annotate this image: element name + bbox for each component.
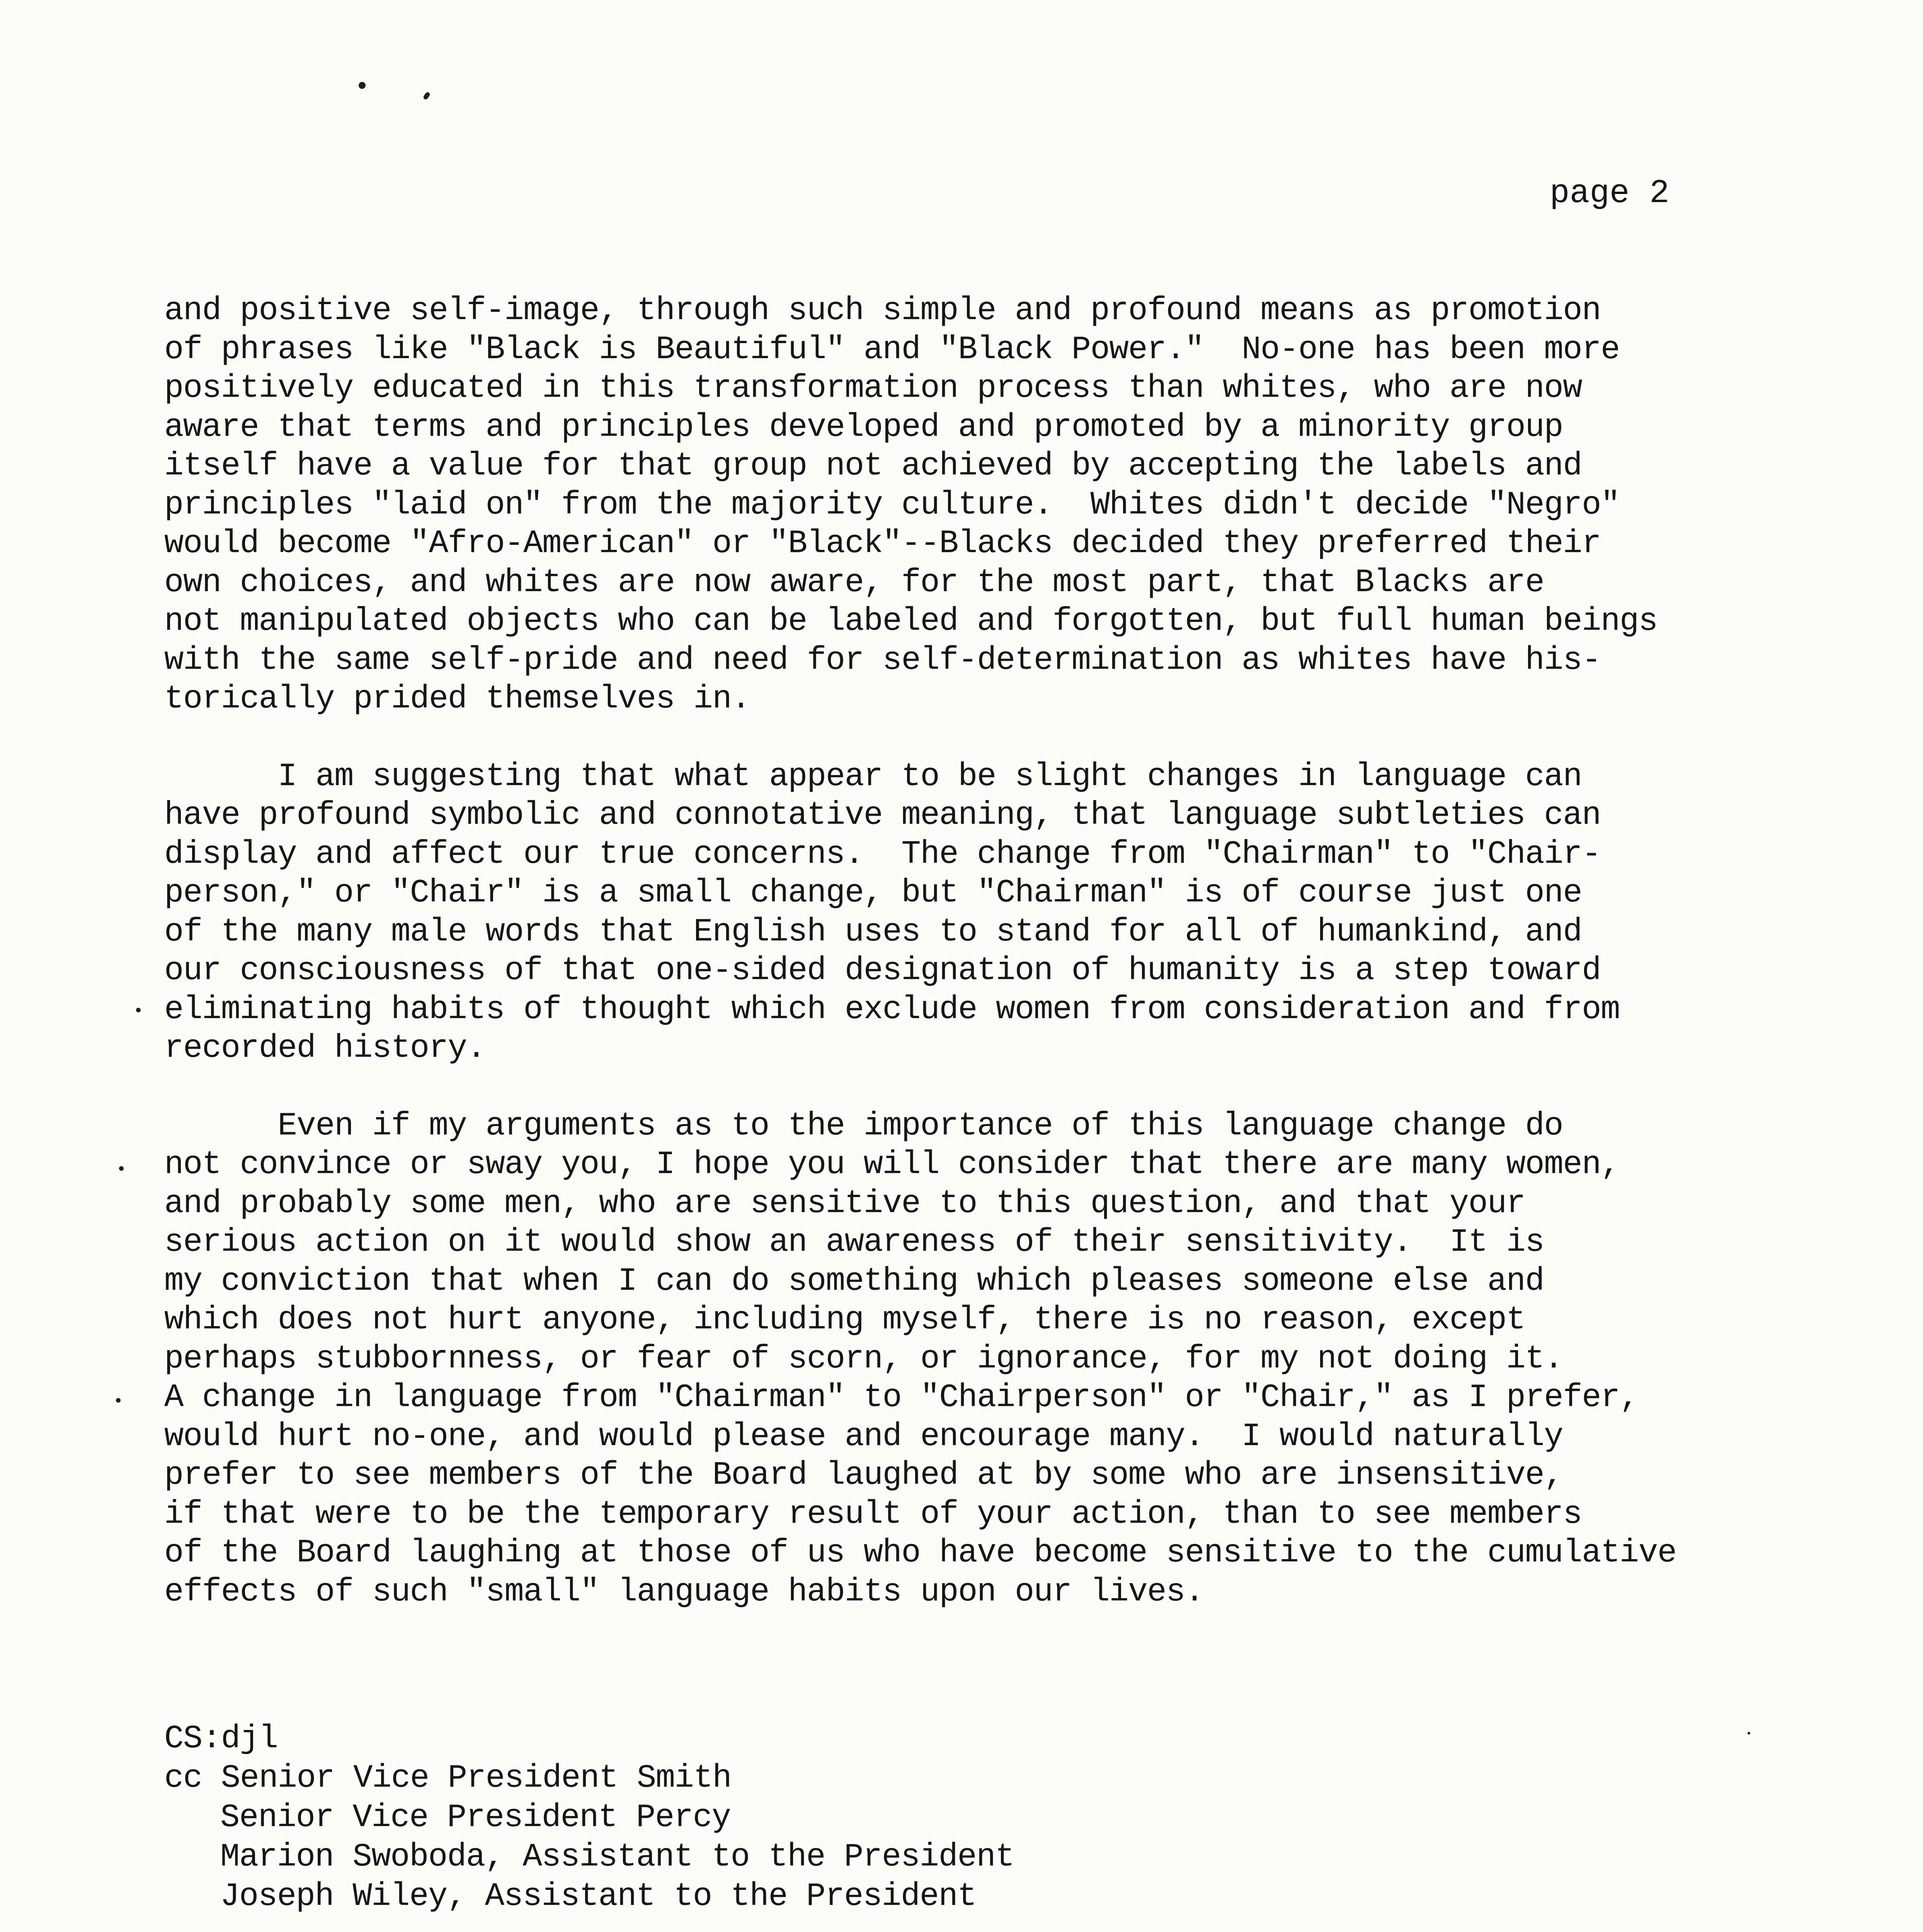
text-line: our consciousness of that one-sided designation of humanity is a step toward bbox=[164, 952, 1601, 989]
closing-block bbox=[164, 1719, 1324, 1917]
text-line: person," or "Chair" is a small change, but "Chairman" is of course just one bbox=[164, 875, 1582, 912]
cc-recipient: Joseph Wiley, Assistant to the President bbox=[220, 1878, 977, 1915]
scan-speck bbox=[119, 1166, 124, 1171]
text-line: display and affect our true concerns. The change from "Chairman" to "Chair- bbox=[164, 836, 1601, 873]
scan-speck bbox=[422, 91, 431, 100]
text-line: and probably some men, who are sensitive to this question, and that your bbox=[164, 1185, 1525, 1222]
scan-speck bbox=[359, 82, 366, 89]
text-line: A change in language from "Chairman" to "Chairperson" or "Chair," as I prefer, bbox=[164, 1379, 1639, 1416]
text-line: if that were to be the temporary result of your action, than to see members bbox=[164, 1496, 1582, 1533]
text-line: recorded history. bbox=[164, 1030, 486, 1067]
cc-recipient: Senior Vice President Percy bbox=[220, 1799, 731, 1836]
text-line: perhaps stubbornness, or fear of scorn, or ignorance, for my not doing it. bbox=[164, 1340, 1563, 1378]
paragraph-1 bbox=[164, 292, 1911, 719]
text-line: not convince or sway you, I hope you will consider that there are many women, bbox=[164, 1146, 1620, 1183]
paragraph-spacer bbox=[164, 1068, 1911, 1107]
text-line: of the Board laughing at those of us who have become sensitive to the cumulative bbox=[164, 1535, 1676, 1571]
text-line: principles "laid on" from the majority culture. Whites didn't decide "Negro" bbox=[164, 486, 1620, 524]
paragraph-3 bbox=[164, 1107, 1911, 1612]
text-line: prefer to see members of the Board laughed at by some who are insensitive, bbox=[164, 1457, 1563, 1494]
text-line: not manipulated objects who can be labeled and forgotten, but full human beings bbox=[164, 603, 1658, 640]
text-line: would become "Afro-American" or "Black"--Blacks decided they preferred their bbox=[164, 526, 1601, 562]
text-line: aware that terms and principles developed and promoted by a minority group bbox=[164, 409, 1563, 446]
text-line: my conviction that when I can do something which pleases someone else and bbox=[164, 1263, 1544, 1300]
cc-label: cc bbox=[164, 1760, 202, 1797]
text-line: Even if my arguments as to the importance of this language change do bbox=[164, 1107, 1563, 1145]
cc-recipient: Senior Vice President Smith bbox=[221, 1760, 732, 1797]
scan-speck bbox=[136, 1008, 141, 1012]
typist-initials: CS:djl bbox=[164, 1721, 278, 1757]
cc-recipient: Marion Swoboda, Assistant to the President bbox=[220, 1839, 1014, 1876]
text-line: eliminating habits of thought which exclude women from consideration and from bbox=[164, 991, 1620, 1028]
text-line: of the many male words that English uses to stand for all of humankind, and bbox=[164, 913, 1582, 951]
text-line: serious action on it would show an awareness of their sensitivity. It is bbox=[164, 1224, 1544, 1261]
text-line: with the same self-pride and need for self-determination as whites have his- bbox=[164, 642, 1601, 679]
text-line: have profound symbolic and connotative meaning, that language subtleties can bbox=[164, 797, 1601, 834]
text-line: positively educated in this transformation process than whites, who are now bbox=[164, 370, 1582, 407]
text-line: itself have a value for that group not achieved by accepting the labels and bbox=[164, 448, 1582, 485]
paragraph-2 bbox=[164, 758, 1911, 1068]
paragraph-spacer bbox=[164, 719, 1911, 758]
text-line: and positive self-image, through such simple and profound means as promotion bbox=[164, 293, 1601, 329]
cc-line bbox=[164, 1759, 1324, 1798]
text-line: I am suggesting that what appear to be slight changes in language can bbox=[164, 758, 1582, 795]
page-number: page 2 bbox=[1550, 174, 1669, 212]
text-line: would hurt no-one, and would please and encourage many. I would naturally bbox=[164, 1418, 1563, 1455]
text-line: torically prided themselves in. bbox=[164, 681, 750, 718]
text-line: own choices, and whites are now aware, for the most part, that Blacks are bbox=[164, 564, 1544, 601]
letter-body bbox=[164, 292, 1911, 1612]
text-line: which does not hurt anyone, including myself, there is no reason, except bbox=[164, 1302, 1525, 1338]
scan-speck bbox=[1748, 1732, 1750, 1735]
text-line: of phrases like "Black is Beautiful" and "Black Power." No-one has been more bbox=[164, 331, 1620, 368]
text-line: effects of such "small" language habits upon our lives. bbox=[164, 1573, 1204, 1611]
scan-speck bbox=[116, 1398, 121, 1403]
